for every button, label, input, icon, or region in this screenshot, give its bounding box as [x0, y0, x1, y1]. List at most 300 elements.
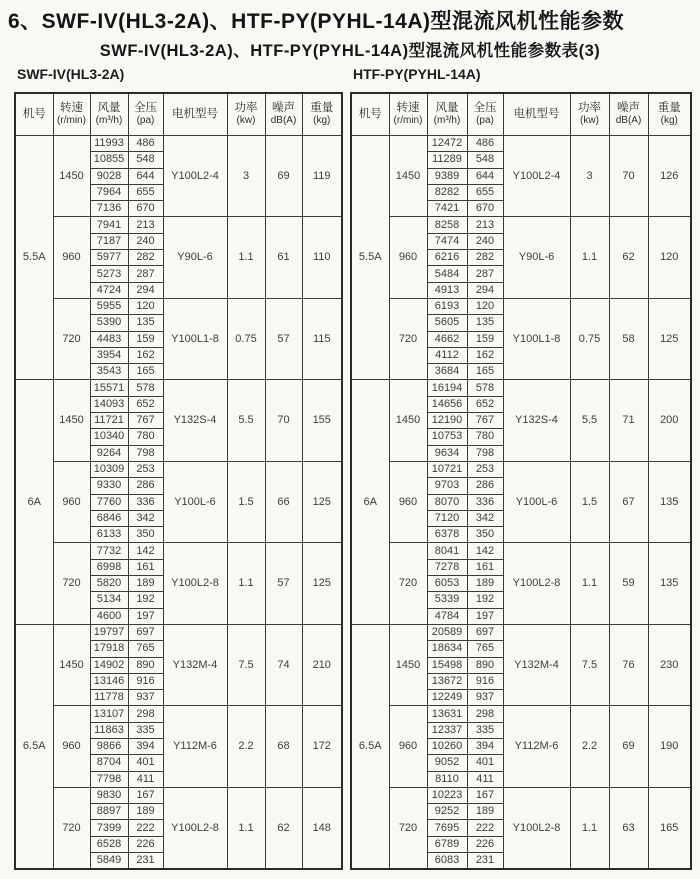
table-row	[351, 787, 691, 803]
motor-model-cell: Y100L2-4	[503, 136, 570, 217]
pressure-cell: 411	[128, 771, 163, 787]
rpm-cell: 960	[389, 706, 427, 787]
pressure-cell: 350	[467, 527, 503, 543]
rpm-cell: 1450	[389, 380, 427, 461]
swf-table-section	[14, 66, 343, 870]
pressure-cell: 222	[467, 820, 503, 836]
weight-cell: 115	[302, 298, 342, 379]
airflow-cell: 10260	[427, 738, 467, 754]
column-header-line2: (kg)	[313, 115, 331, 127]
pressure-cell: 167	[467, 787, 503, 803]
airflow-cell: 15571	[90, 380, 128, 396]
column-header-line2: (kw)	[236, 115, 256, 127]
weight-cell: 200	[648, 380, 691, 461]
airflow-cell: 5134	[90, 592, 128, 608]
airflow-cell: 6133	[90, 527, 128, 543]
weight-cell: 119	[302, 136, 342, 217]
airflow-cell: 10855	[90, 152, 128, 168]
pressure-cell: 120	[467, 298, 503, 314]
pressure-cell: 197	[128, 608, 163, 624]
column-header-2	[427, 93, 467, 136]
pressure-cell: 670	[128, 201, 163, 217]
model-size-cell: 6.5A	[15, 624, 53, 869]
weight-cell: 125	[302, 543, 342, 624]
motor-model-cell: Y100L-6	[163, 461, 227, 542]
noise-cell: 57	[265, 298, 302, 379]
column-header-7	[302, 93, 342, 136]
airflow-cell: 5977	[90, 250, 128, 266]
table-row	[351, 298, 691, 314]
power-cell: 1.5	[570, 461, 609, 542]
pressure-cell: 167	[128, 787, 163, 803]
rpm-cell: 1450	[53, 136, 90, 217]
airflow-cell: 9389	[427, 168, 467, 184]
power-cell: 5.5	[227, 380, 265, 461]
pressure-cell: 189	[128, 576, 163, 592]
motor-model-cell: Y132S-4	[503, 380, 570, 461]
pressure-cell: 767	[128, 413, 163, 429]
pressure-cell: 486	[467, 136, 503, 152]
noise-cell: 68	[265, 706, 302, 787]
rpm-cell: 1450	[389, 136, 427, 217]
motor-model-cell: Y100L1-8	[503, 298, 570, 379]
airflow-cell: 11993	[90, 136, 128, 152]
pressure-cell: 644	[467, 168, 503, 184]
pressure-cell: 192	[128, 592, 163, 608]
pressure-cell: 282	[128, 250, 163, 266]
airflow-cell: 5273	[90, 266, 128, 282]
airflow-cell: 6846	[90, 510, 128, 526]
airflow-cell: 12472	[427, 136, 467, 152]
airflow-cell: 18634	[427, 641, 467, 657]
noise-cell: 70	[609, 136, 648, 217]
column-header-5	[227, 93, 265, 136]
table-row	[15, 461, 342, 477]
model-size-cell: 6A	[15, 380, 53, 624]
table-row	[15, 298, 342, 314]
pressure-cell: 192	[467, 592, 503, 608]
pressure-cell: 135	[467, 315, 503, 331]
motor-model-cell: Y90L-6	[503, 217, 570, 298]
rpm-cell: 720	[389, 543, 427, 624]
airflow-cell: 4483	[90, 331, 128, 347]
pressure-cell: 162	[128, 347, 163, 363]
table-row	[351, 706, 691, 722]
pressure-cell: 286	[467, 478, 503, 494]
rpm-cell: 960	[389, 217, 427, 298]
pressure-cell: 890	[128, 657, 163, 673]
pressure-cell: 765	[128, 641, 163, 657]
airflow-cell: 13146	[90, 673, 128, 689]
motor-model-cell: Y132S-4	[163, 380, 227, 461]
pressure-cell: 135	[128, 315, 163, 331]
pressure-cell: 253	[467, 461, 503, 477]
weight-cell: 120	[648, 217, 691, 298]
pressure-cell: 253	[128, 461, 163, 477]
power-cell: 1.1	[227, 787, 265, 869]
pressure-cell: 937	[128, 690, 163, 706]
pressure-cell: 197	[467, 608, 503, 624]
pressure-cell: 548	[467, 152, 503, 168]
airflow-cell: 14902	[90, 657, 128, 673]
weight-cell: 126	[648, 136, 691, 217]
column-header-line1: 重量	[310, 102, 334, 115]
column-header-0	[351, 93, 389, 136]
airflow-cell: 4112	[427, 347, 467, 363]
noise-cell: 69	[609, 706, 648, 787]
power-cell: 1.1	[570, 217, 609, 298]
column-header-line1: 机号	[22, 108, 46, 121]
airflow-cell: 3543	[90, 364, 128, 380]
noise-cell: 76	[609, 624, 648, 705]
airflow-cell: 5484	[427, 266, 467, 282]
rpm-cell: 1450	[53, 380, 90, 461]
table-row	[15, 380, 342, 396]
airflow-cell: 5339	[427, 592, 467, 608]
airflow-cell: 6193	[427, 298, 467, 314]
column-header-line1: 全压	[473, 102, 497, 115]
motor-model-cell: Y132M-4	[503, 624, 570, 705]
rpm-cell: 960	[389, 461, 427, 542]
noise-cell: 59	[609, 543, 648, 624]
weight-cell: 110	[302, 217, 342, 298]
column-header-3	[128, 93, 163, 136]
airflow-cell: 4600	[90, 608, 128, 624]
pressure-cell: 890	[467, 657, 503, 673]
pressure-cell: 486	[128, 136, 163, 152]
column-header-3	[467, 93, 503, 136]
pressure-cell: 394	[467, 738, 503, 754]
weight-cell: 125	[648, 298, 691, 379]
column-header-line2: (r/min)	[393, 115, 423, 127]
airflow-cell: 11289	[427, 152, 467, 168]
airflow-cell: 12190	[427, 413, 467, 429]
rpm-cell: 1450	[53, 624, 90, 705]
column-header-4	[163, 93, 227, 136]
airflow-cell: 9264	[90, 445, 128, 461]
power-cell: 1.5	[227, 461, 265, 542]
header-row	[15, 93, 342, 136]
airflow-cell: 7278	[427, 559, 467, 575]
airflow-cell: 4724	[90, 282, 128, 298]
table-row	[15, 787, 342, 803]
pressure-cell: 767	[467, 413, 503, 429]
column-header-line1: 风量	[435, 102, 459, 115]
airflow-cell: 6528	[90, 836, 128, 852]
weight-cell: 148	[302, 787, 342, 869]
htf-table-label: HTF-PY(PYHL-14A)	[353, 66, 481, 82]
airflow-cell: 13631	[427, 706, 467, 722]
column-header-line2: (pa)	[476, 115, 494, 127]
column-header-line1: 风量	[97, 102, 121, 115]
pressure-cell: 159	[128, 331, 163, 347]
pressure-cell: 401	[128, 755, 163, 771]
motor-model-cell: Y100L2-8	[163, 787, 227, 869]
pressure-cell: 226	[467, 836, 503, 852]
airflow-cell: 3684	[427, 364, 467, 380]
airflow-cell: 20589	[427, 624, 467, 640]
table-row	[351, 217, 691, 233]
airflow-cell: 10753	[427, 429, 467, 445]
pressure-cell: 916	[467, 673, 503, 689]
airflow-cell: 6216	[427, 250, 467, 266]
pressure-cell: 336	[467, 494, 503, 510]
airflow-cell: 10721	[427, 461, 467, 477]
airflow-cell: 5955	[90, 298, 128, 314]
column-header-line1: 电机型号	[513, 108, 560, 121]
airflow-cell: 8110	[427, 771, 467, 787]
table-row	[15, 136, 342, 152]
pressure-cell: 294	[128, 282, 163, 298]
column-header-5	[570, 93, 609, 136]
pressure-cell: 231	[467, 853, 503, 870]
airflow-cell: 4784	[427, 608, 467, 624]
column-header-6	[265, 93, 302, 136]
airflow-cell: 13107	[90, 706, 128, 722]
airflow-cell: 19797	[90, 624, 128, 640]
pressure-cell: 161	[128, 559, 163, 575]
airflow-cell: 7732	[90, 543, 128, 559]
airflow-cell: 4913	[427, 282, 467, 298]
pressure-cell: 240	[128, 233, 163, 249]
airflow-cell: 11778	[90, 690, 128, 706]
column-header-line2: (kw)	[580, 115, 599, 127]
airflow-cell: 9052	[427, 755, 467, 771]
airflow-cell: 7120	[427, 510, 467, 526]
airflow-cell: 9703	[427, 478, 467, 494]
pressure-cell: 655	[467, 184, 503, 200]
pressure-cell: 798	[128, 445, 163, 461]
column-header-line1: 转速	[60, 102, 83, 115]
column-header-2	[90, 93, 128, 136]
airflow-cell: 11863	[90, 722, 128, 738]
table-row	[15, 543, 342, 559]
column-header-line2: (kg)	[660, 115, 678, 127]
airflow-cell: 7474	[427, 233, 467, 249]
pressure-cell: 120	[128, 298, 163, 314]
airflow-cell: 7964	[90, 184, 128, 200]
airflow-cell: 5820	[90, 576, 128, 592]
weight-cell: 125	[302, 461, 342, 542]
column-header-line2: (pa)	[136, 115, 155, 127]
pressure-cell: 189	[467, 576, 503, 592]
pressure-cell: 240	[467, 233, 503, 249]
noise-cell: 57	[265, 543, 302, 624]
airflow-cell: 5849	[90, 853, 128, 870]
power-cell: 3	[570, 136, 609, 217]
airflow-cell: 15498	[427, 657, 467, 673]
column-header-6	[609, 93, 648, 136]
weight-cell: 210	[302, 624, 342, 705]
column-header-1	[53, 93, 90, 136]
airflow-cell: 4662	[427, 331, 467, 347]
motor-model-cell: Y90L-6	[163, 217, 227, 298]
pressure-cell: 652	[467, 396, 503, 412]
airflow-cell: 7421	[427, 201, 467, 217]
airflow-cell: 7187	[90, 233, 128, 249]
power-cell: 1.1	[227, 217, 265, 298]
rpm-cell: 960	[53, 706, 90, 787]
pressure-cell: 189	[128, 804, 163, 820]
power-cell: 1.1	[570, 787, 609, 869]
table-row	[351, 624, 691, 640]
airflow-cell: 5390	[90, 315, 128, 331]
airflow-cell: 12337	[427, 722, 467, 738]
model-size-cell: 6A	[351, 380, 389, 624]
airflow-cell: 7399	[90, 820, 128, 836]
motor-model-cell: Y112M-6	[503, 706, 570, 787]
column-header-line1: 机号	[358, 108, 382, 121]
table-row	[351, 136, 691, 152]
power-cell: 1.1	[570, 543, 609, 624]
pressure-cell: 213	[467, 217, 503, 233]
weight-cell: 190	[648, 706, 691, 787]
airflow-cell: 8041	[427, 543, 467, 559]
airflow-cell: 9866	[90, 738, 128, 754]
table-row	[351, 461, 691, 477]
power-cell: 1.1	[227, 543, 265, 624]
rpm-cell: 720	[53, 543, 90, 624]
motor-model-cell: Y100L2-8	[503, 787, 570, 869]
airflow-cell: 7941	[90, 217, 128, 233]
airflow-cell: 14093	[90, 396, 128, 412]
pressure-cell: 644	[128, 168, 163, 184]
pressure-cell: 189	[467, 804, 503, 820]
pressure-cell: 335	[467, 722, 503, 738]
noise-cell: 74	[265, 624, 302, 705]
power-cell: 2.2	[227, 706, 265, 787]
pressure-cell: 231	[128, 853, 163, 870]
model-size-cell: 5.5A	[351, 136, 389, 380]
table-row	[351, 380, 691, 396]
pressure-cell: 286	[128, 478, 163, 494]
airflow-cell: 6998	[90, 559, 128, 575]
pressure-cell: 142	[467, 543, 503, 559]
column-header-4	[503, 93, 570, 136]
pressure-cell: 937	[467, 690, 503, 706]
power-cell: 2.2	[570, 706, 609, 787]
column-header-line1: 噪声	[272, 102, 295, 115]
airflow-cell: 8704	[90, 755, 128, 771]
rpm-cell: 720	[389, 298, 427, 379]
power-cell: 0.75	[227, 298, 265, 379]
pressure-cell: 548	[128, 152, 163, 168]
airflow-cell: 9028	[90, 168, 128, 184]
pressure-cell: 780	[467, 429, 503, 445]
airflow-cell: 12249	[427, 690, 467, 706]
pressure-cell: 282	[467, 250, 503, 266]
airflow-cell: 13672	[427, 673, 467, 689]
pressure-cell: 142	[128, 543, 163, 559]
rpm-cell: 960	[53, 461, 90, 542]
airflow-cell: 7136	[90, 201, 128, 217]
column-header-line1: 重量	[657, 102, 681, 115]
pressure-cell: 578	[467, 380, 503, 396]
pressure-cell: 226	[128, 836, 163, 852]
pressure-cell: 350	[128, 527, 163, 543]
power-cell: 3	[227, 136, 265, 217]
column-header-line1: 电机型号	[172, 108, 218, 121]
pressure-cell: 222	[128, 820, 163, 836]
column-header-line2: (m³/h)	[95, 115, 123, 127]
pressure-cell: 655	[128, 184, 163, 200]
weight-cell: 135	[648, 461, 691, 542]
page-subtitle: SWF-IV(HL3-2A)、HTF-PY(PYHL-14A)型混流风机性能参数表(3)	[99, 42, 601, 60]
header-row	[351, 93, 691, 136]
airflow-cell: 7695	[427, 820, 467, 836]
pressure-cell: 411	[467, 771, 503, 787]
pressure-cell: 342	[467, 510, 503, 526]
pressure-cell: 765	[467, 641, 503, 657]
column-header-7	[648, 93, 691, 136]
htf-performance-table	[350, 92, 692, 870]
airflow-cell: 8070	[427, 494, 467, 510]
pressure-cell: 294	[467, 282, 503, 298]
pressure-cell: 298	[467, 706, 503, 722]
noise-cell: 61	[265, 217, 302, 298]
pressure-cell: 578	[128, 380, 163, 396]
airflow-cell: 8897	[90, 804, 128, 820]
airflow-cell: 3954	[90, 347, 128, 363]
airflow-cell: 17918	[90, 641, 128, 657]
airflow-cell: 7798	[90, 771, 128, 787]
pressure-cell: 298	[128, 706, 163, 722]
airflow-cell: 8258	[427, 217, 467, 233]
motor-model-cell: Y100L2-8	[503, 543, 570, 624]
pressure-cell: 780	[128, 429, 163, 445]
weight-cell: 230	[648, 624, 691, 705]
noise-cell: 71	[609, 380, 648, 461]
rpm-cell: 960	[53, 217, 90, 298]
motor-model-cell: Y100L-6	[503, 461, 570, 542]
column-header-line1: 功率	[578, 102, 601, 115]
pressure-cell: 287	[128, 266, 163, 282]
table-row	[15, 217, 342, 233]
weight-cell: 172	[302, 706, 342, 787]
airflow-cell: 6053	[427, 576, 467, 592]
table-row	[15, 706, 342, 722]
model-size-cell: 6.5A	[351, 624, 389, 869]
airflow-cell: 9252	[427, 804, 467, 820]
airflow-cell: 9830	[90, 787, 128, 803]
airflow-cell: 9634	[427, 445, 467, 461]
noise-cell: 58	[609, 298, 648, 379]
noise-cell: 66	[265, 461, 302, 542]
column-header-line1: 全压	[134, 102, 157, 115]
pressure-cell: 916	[128, 673, 163, 689]
pressure-cell: 213	[128, 217, 163, 233]
column-header-line2: dB(A)	[270, 115, 297, 127]
column-header-0	[15, 93, 53, 136]
pressure-cell: 670	[467, 201, 503, 217]
airflow-cell: 8282	[427, 184, 467, 200]
airflow-cell: 6789	[427, 836, 467, 852]
weight-cell: 165	[648, 787, 691, 869]
column-header-line1: 噪声	[617, 102, 640, 115]
column-header-line2: dB(A)	[615, 115, 642, 127]
column-header-line2: (m³/h)	[433, 115, 461, 127]
table-row	[15, 624, 342, 640]
airflow-cell: 10340	[90, 429, 128, 445]
airflow-cell: 11721	[90, 413, 128, 429]
pressure-cell: 336	[128, 494, 163, 510]
airflow-cell: 16194	[427, 380, 467, 396]
motor-model-cell: Y100L2-8	[163, 543, 227, 624]
rpm-cell: 720	[389, 787, 427, 869]
rpm-cell: 720	[53, 298, 90, 379]
power-cell: 0.75	[570, 298, 609, 379]
noise-cell: 62	[265, 787, 302, 869]
